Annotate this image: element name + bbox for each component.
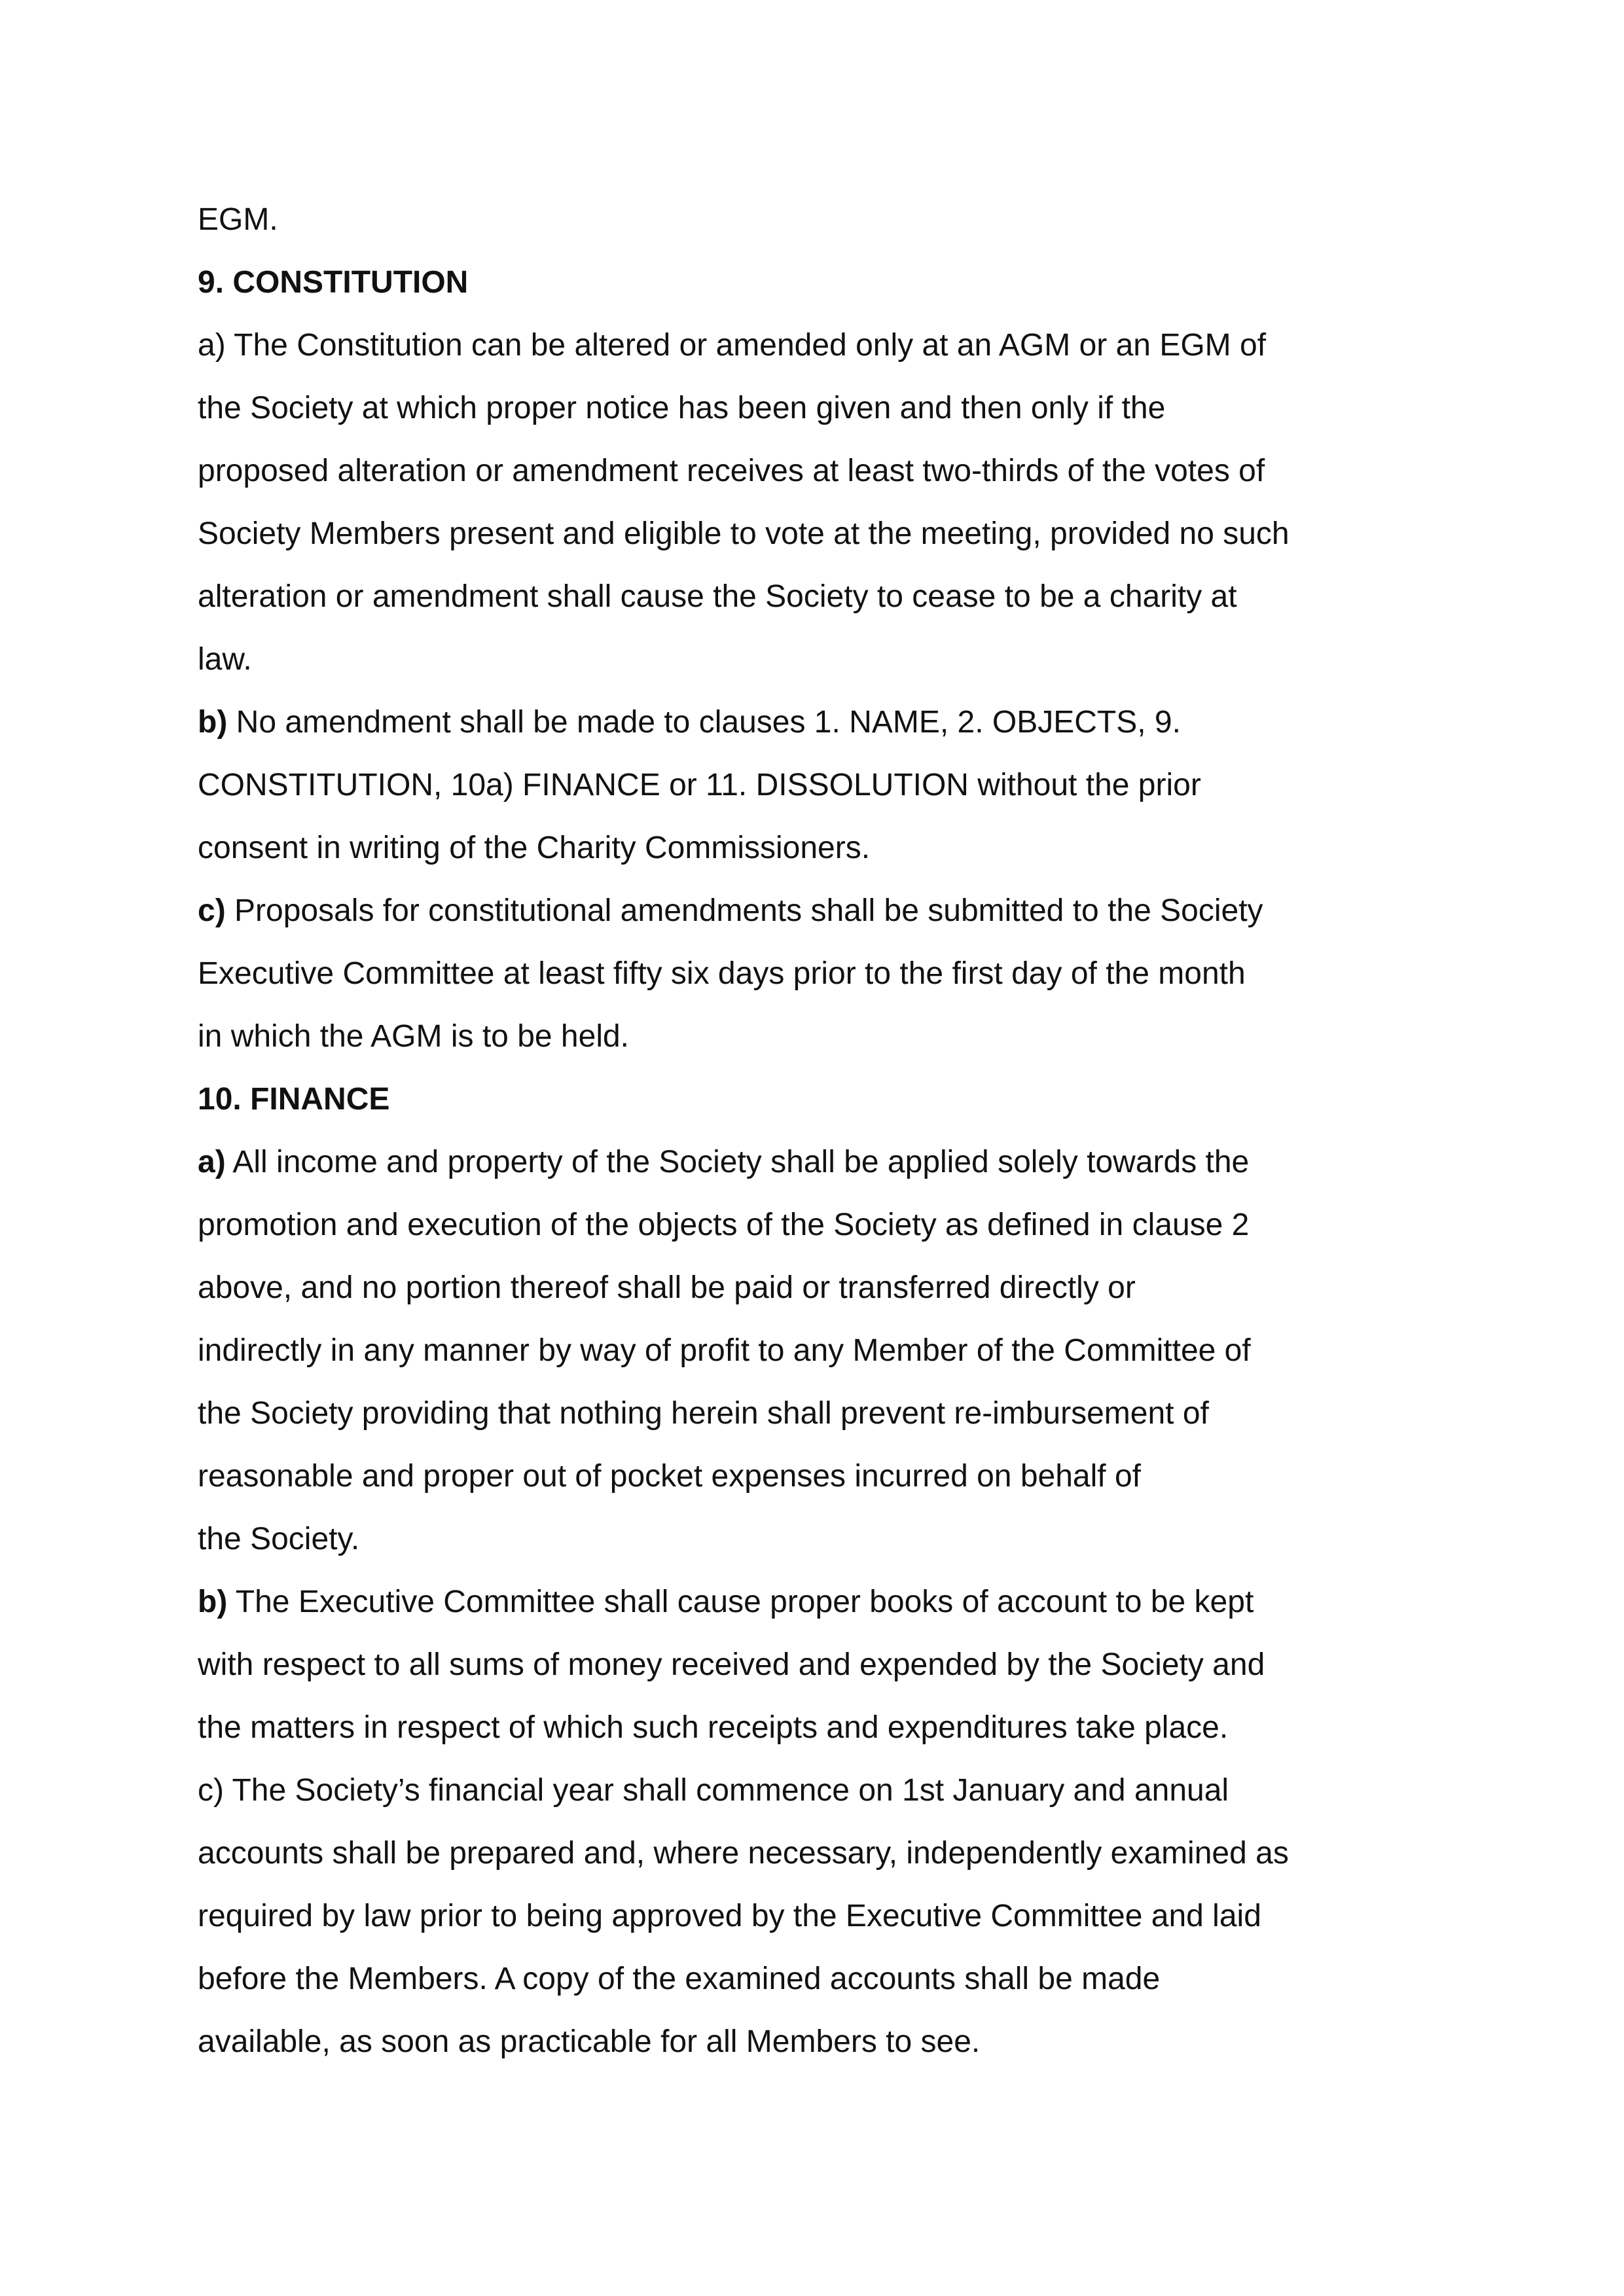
clause-9a <box>198 314 1441 691</box>
paragraph-line: above, and no portion thereof shall be paid or transferred directly or <box>198 1270 1136 1305</box>
paragraph-line: with respect to all sums of money received and expended by the Society and <box>198 1647 1265 1682</box>
paragraph-line: proposed alteration or amendment receives at least two-thirds of the votes of <box>198 454 1265 488</box>
clause-marker: c) <box>198 893 226 928</box>
clause-marker: a) <box>198 1145 226 1179</box>
clause-10a <box>198 1131 1441 1571</box>
paragraph-line: alteration or amendment shall cause the Society to cease to be a charity at <box>198 579 1237 614</box>
paragraph-line: law. <box>198 642 252 677</box>
clause-9c <box>198 880 1441 1068</box>
document-body <box>198 188 1441 2073</box>
paragraph-line: accounts shall be prepared and, where necessary, independently examined as <box>198 1836 1289 1871</box>
paragraph-line: the Society at which proper notice has been given and then only if the <box>198 391 1166 425</box>
clause-9b <box>198 691 1441 880</box>
clause-text: The Executive Committee shall cause proper books of account to be kept <box>227 1585 1254 1619</box>
paragraph-line: required by law prior to being approved by the Executive Committee and laid <box>198 1899 1261 1933</box>
paragraph-line: a) The Constitution can be altered or amended only at an AGM or an EGM of <box>198 328 1267 363</box>
paragraph-line: the Society. <box>198 1522 360 1556</box>
paragraph-line: before the Members. A copy of the examined accounts shall be made <box>198 1962 1161 1996</box>
paragraph-line <box>198 1131 1441 1194</box>
clause-text: Proposals for constitutional amendments shall be submitted to the Society <box>225 893 1263 928</box>
paragraph-line: Executive Committee at least fifty six days prior to the first day of the month <box>198 956 1246 991</box>
section-heading-constitution: 9. CONSTITUTION <box>198 265 469 300</box>
paragraph-line <box>198 1571 1441 1634</box>
clause-10b <box>198 1571 1441 1759</box>
paragraph-line <box>198 880 1441 942</box>
paragraph-line: indirectly in any manner by way of profit to any Member of the Committee of <box>198 1333 1251 1368</box>
clause-marker: b) <box>198 705 228 740</box>
paragraph-line: in which the AGM is to be held. <box>198 1019 630 1054</box>
continuation-text: EGM. <box>198 202 278 237</box>
paragraph-line: available, as soon as practicable for all Members to see. <box>198 2024 981 2059</box>
paragraph-line: reasonable and proper out of pocket expenses incurred on behalf of <box>198 1459 1141 1494</box>
paragraph-line: Society Members present and eligible to vote at the meeting, provided no such <box>198 516 1290 551</box>
clause-marker: b) <box>198 1585 228 1619</box>
paragraph-line: the matters in respect of which such receipts and expenditures take place. <box>198 1710 1229 1745</box>
paragraph-line: the Society providing that nothing herein shall prevent re-imbursement of <box>198 1396 1209 1431</box>
paragraph-line: c) The Society’s financial year shall commence on 1st January and annual <box>198 1773 1229 1808</box>
clause-10c <box>198 1759 1441 2073</box>
paragraph-line: CONSTITUTION, 10a) FINANCE or 11. DISSOLUTION without the prior <box>198 768 1201 802</box>
clause-text: No amendment shall be made to clauses 1. NAME, 2. OBJECTS, 9. <box>227 705 1181 740</box>
paragraph-line: promotion and execution of the objects of the Society as defined in clause 2 <box>198 1208 1250 1242</box>
clause-text: All income and property of the Society shall be applied solely towards the <box>225 1145 1250 1179</box>
paragraph-line: consent in writing of the Charity Commissioners. <box>198 831 871 865</box>
paragraph-line <box>198 691 1441 754</box>
section-heading-finance: 10. FINANCE <box>198 1082 390 1117</box>
